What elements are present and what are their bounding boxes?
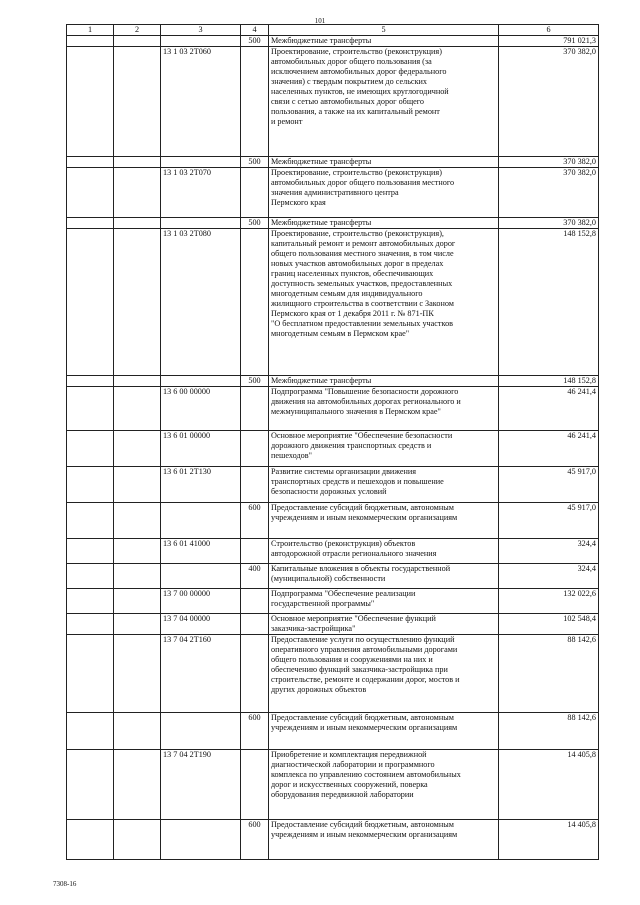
table-row — [67, 431, 599, 467]
col1-cell — [67, 713, 114, 750]
col1-cell — [67, 387, 114, 431]
col1-cell — [67, 36, 114, 47]
expense-type-cell — [241, 431, 269, 467]
code-cell: 13 7 00 00000 — [161, 589, 241, 614]
col2-cell — [114, 589, 161, 614]
table-row — [67, 750, 599, 820]
col2-cell — [114, 614, 161, 635]
col2-cell — [114, 229, 161, 376]
col1-cell — [67, 431, 114, 467]
header-cell: 3 — [161, 25, 241, 36]
col2-cell — [114, 820, 161, 860]
code-cell — [161, 713, 241, 750]
col1-cell — [67, 750, 114, 820]
code-cell: 13 6 01 00000 — [161, 431, 241, 467]
name-cell: Проектирование, строительство (реконструкция) автомобильных дорог общего пользования местного значения административного центра Пермского края — [269, 168, 499, 218]
table-row — [67, 589, 599, 614]
col1-cell — [67, 168, 114, 218]
name-cell: Капитальные вложения в объекты государственной (муниципальной) собственности — [269, 564, 499, 589]
col2-cell — [114, 713, 161, 750]
table-row — [67, 376, 599, 387]
col2-cell — [114, 503, 161, 539]
amount-cell: 324,4 — [499, 564, 599, 589]
name-cell: Предоставление субсидий бюджетным, автономным учреждениям и иным некоммерческим организациям — [269, 503, 499, 539]
header-cell: 2 — [114, 25, 161, 36]
table-row — [67, 539, 599, 564]
col1-cell — [67, 539, 114, 564]
col2-cell — [114, 467, 161, 503]
code-cell: 13 6 01 2Т130 — [161, 467, 241, 503]
expense-type-cell — [241, 467, 269, 503]
amount-cell: 14 405,8 — [499, 820, 599, 860]
code-cell: 13 6 01 41000 — [161, 539, 241, 564]
code-cell: 13 7 04 2Т190 — [161, 750, 241, 820]
table-row — [67, 229, 599, 376]
amount-cell: 370 382,0 — [499, 218, 599, 229]
name-cell: Подпрограмма "Обеспечение реализации государственной программы" — [269, 589, 499, 614]
header-cell: 1 — [67, 25, 114, 36]
col1-cell — [67, 614, 114, 635]
page-number: 101 — [314, 17, 326, 25]
expense-type-cell — [241, 589, 269, 614]
amount-cell: 148 152,8 — [499, 376, 599, 387]
name-cell: Межбюджетные трансферты — [269, 218, 499, 229]
col2-cell — [114, 376, 161, 387]
code-cell: 13 6 00 00000 — [161, 387, 241, 431]
table-row — [67, 168, 599, 218]
expense-type-cell: 500 — [241, 36, 269, 47]
name-cell: Межбюджетные трансферты — [269, 36, 499, 47]
col2-cell — [114, 47, 161, 157]
table-row — [67, 157, 599, 168]
header-cell: 6 — [499, 25, 599, 36]
amount-cell: 370 382,0 — [499, 47, 599, 157]
name-cell: Приобретение и комплектация передвижной диагностической лаборатории и программного комплекса по управлению состоянием автомобильных дорог и искусственных сооружений, поверка оборудования передвижной лаборатории — [269, 750, 499, 820]
amount-cell: 132 022,6 — [499, 589, 599, 614]
col1-cell — [67, 467, 114, 503]
code-cell — [161, 564, 241, 589]
code-cell — [161, 157, 241, 168]
name-cell: Подпрограмма "Повышение безопасности дорожного движения на автомобильных дорогах регионального и межмуниципального значения в Пермском крае" — [269, 387, 499, 431]
expense-type-cell — [241, 614, 269, 635]
table-header-row — [67, 25, 599, 36]
col2-cell — [114, 168, 161, 218]
header-cell: 5 — [269, 25, 499, 36]
table-row — [67, 467, 599, 503]
code-cell — [161, 820, 241, 860]
expense-type-cell: 600 — [241, 503, 269, 539]
expense-type-cell — [241, 387, 269, 431]
col1-cell — [67, 589, 114, 614]
table-row — [67, 820, 599, 860]
col1-cell — [67, 157, 114, 168]
code-cell: 13 1 03 2Т070 — [161, 168, 241, 218]
name-cell: Развитие системы организации движения транспортных средств и пешеходов и повышение безопасности дорожных условий — [269, 467, 499, 503]
expense-type-cell: 500 — [241, 157, 269, 168]
table-row — [67, 218, 599, 229]
expense-type-cell — [241, 750, 269, 820]
name-cell: Основное мероприятие "Обеспечение безопасности дорожного движения транспортных средств и пешеходов" — [269, 431, 499, 467]
col2-cell — [114, 387, 161, 431]
name-cell: Предоставление услуги по осуществлению функций оперативного управления автомобильными дорогами общего пользования и сооружениями на них и обеспечению функций заказчика-застройщика при строительстве, ремонте и содержании дорог, мостов и других дорожных объектов — [269, 635, 499, 713]
table-row — [67, 614, 599, 635]
code-cell: 13 1 03 2Т060 — [161, 47, 241, 157]
amount-cell: 46 241,4 — [499, 431, 599, 467]
expense-type-cell: 500 — [241, 218, 269, 229]
col1-cell — [67, 47, 114, 157]
code-cell: 13 7 04 2Т160 — [161, 635, 241, 713]
col2-cell — [114, 539, 161, 564]
name-cell: Предоставление субсидий бюджетным, автономным учреждениям и иным некоммерческим организациям — [269, 820, 499, 860]
code-cell: 13 7 04 00000 — [161, 614, 241, 635]
header-cell: 4 — [241, 25, 269, 36]
amount-cell: 102 548,4 — [499, 614, 599, 635]
col1-cell — [67, 564, 114, 589]
code-cell — [161, 36, 241, 47]
col1-cell — [67, 820, 114, 860]
col1-cell — [67, 503, 114, 539]
name-cell: Проектирование, строительство (реконструкция), капитальный ремонт и ремонт автомобильных дорог общего пользования местного значения, в том числе новых участков автомобильных дорог в пределах границ населенных пунктов, обеспечивающих доступность земельных участков, предоставленных многодетным семьям для индивидуального жилищного строительства в соответствии с Законом Пермского края от 1 декабря 2011 г. № 871-ПК "О бесплатном предоставлении земельных участков многодетным семьям в Пермском крае" — [269, 229, 499, 376]
col1-cell — [67, 229, 114, 376]
amount-cell: 45 917,0 — [499, 467, 599, 503]
amount-cell: 88 142,6 — [499, 635, 599, 713]
amount-cell: 148 152,8 — [499, 229, 599, 376]
table-row — [67, 503, 599, 539]
name-cell: Строительство (реконструкция) объектов автодорожной отрасли регионального значения — [269, 539, 499, 564]
amount-cell: 791 021,3 — [499, 36, 599, 47]
col1-cell — [67, 635, 114, 713]
amount-cell: 370 382,0 — [499, 157, 599, 168]
name-cell: Основное мероприятие "Обеспечение функций заказчика-застройщика" — [269, 614, 499, 635]
amount-cell: 88 142,6 — [499, 713, 599, 750]
col2-cell — [114, 157, 161, 168]
col2-cell — [114, 36, 161, 47]
expense-type-cell — [241, 539, 269, 564]
col1-cell — [67, 376, 114, 387]
col1-cell — [67, 218, 114, 229]
footer-code: 7308-16 — [53, 880, 77, 888]
name-cell: Предоставление субсидий бюджетным, автономным учреждениям и иным некоммерческим организациям — [269, 713, 499, 750]
amount-cell: 370 382,0 — [499, 168, 599, 218]
col2-cell — [114, 635, 161, 713]
amount-cell: 324,4 — [499, 539, 599, 564]
name-cell: Межбюджетные трансферты — [269, 157, 499, 168]
code-cell — [161, 376, 241, 387]
table-row — [67, 564, 599, 589]
name-cell: Межбюджетные трансферты — [269, 376, 499, 387]
code-cell — [161, 218, 241, 229]
code-cell: 13 1 03 2Т080 — [161, 229, 241, 376]
name-cell: Проектирование, строительство (реконструкция) автомобильных дорог общего пользования (за исключением автомобильных дорог федерального значения) с твердым покрытием до сельских населенных пунктов, не имеющих круглогодичной связи с сетью автомобильных дорог общего пользования, а также на их капитальный ремонт и ремонт — [269, 47, 499, 157]
amount-cell: 14 405,8 — [499, 750, 599, 820]
expense-type-cell — [241, 229, 269, 376]
amount-cell: 45 917,0 — [499, 503, 599, 539]
table-row — [67, 635, 599, 713]
table-row — [67, 47, 599, 157]
expense-type-cell — [241, 635, 269, 713]
expense-type-cell: 400 — [241, 564, 269, 589]
budget-table — [66, 24, 599, 860]
code-cell — [161, 503, 241, 539]
expense-type-cell: 600 — [241, 820, 269, 860]
table-row — [67, 36, 599, 47]
table-row — [67, 713, 599, 750]
col2-cell — [114, 564, 161, 589]
expense-type-cell: 500 — [241, 376, 269, 387]
table-row — [67, 387, 599, 431]
expense-type-cell — [241, 168, 269, 218]
col2-cell — [114, 218, 161, 229]
amount-cell: 46 241,4 — [499, 387, 599, 431]
col2-cell — [114, 431, 161, 467]
col2-cell — [114, 750, 161, 820]
expense-type-cell — [241, 47, 269, 157]
expense-type-cell: 600 — [241, 713, 269, 750]
